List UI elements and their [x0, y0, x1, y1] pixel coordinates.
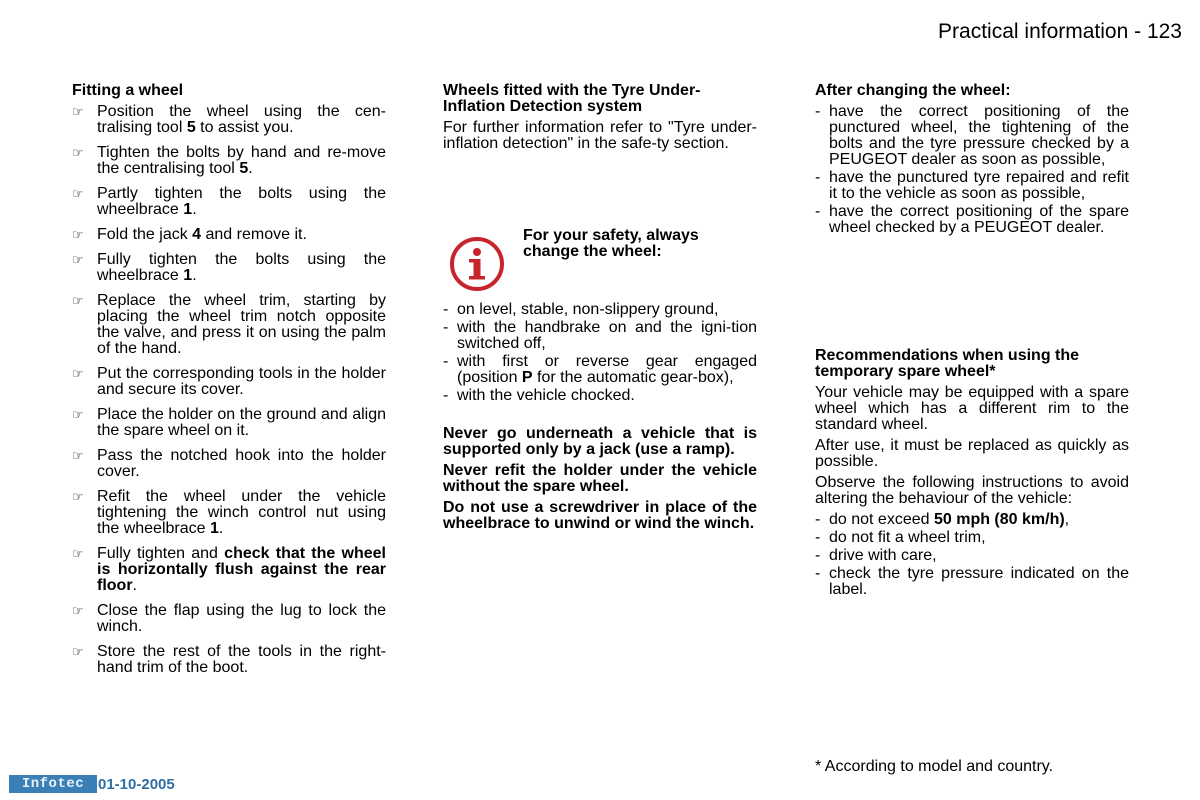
- list-item: - with the handbrake on and the igni-tion switched off,: [443, 319, 757, 352]
- list-item: - with the vehicle chocked.: [443, 387, 635, 404]
- safety-warnings: [443, 426, 757, 532]
- footnote: * According to model and country.: [815, 758, 1054, 775]
- pointing-hand-icon: ☞: [72, 227, 84, 242]
- warning-text: Never go underneath a vehicle that is supported only by a jack (use a ramp).: [443, 425, 757, 458]
- pointing-hand-icon: ☞: [72, 186, 84, 201]
- spare-wheel-text: Your vehicle may be equipped with a spare wheel which has a different rim to the standard wheel.: [815, 384, 1129, 433]
- warning-text: Do not use a screwdriver in place of the wheelbrace to unwind or wind the winch.: [443, 499, 757, 532]
- list-item: ☞ Replace the wheel trim, starting by placing the wheel trim notch opposite the valve, and press it on using the palm of the hand.: [72, 292, 386, 357]
- pointing-hand-icon: ☞: [72, 546, 84, 561]
- list-item: ☞ Fold the jack 4 and remove it.: [72, 226, 307, 243]
- fitting-wheel-heading: Fitting a wheel: [72, 82, 184, 99]
- pointing-hand-icon: ☞: [72, 145, 84, 160]
- list-item: - have the correct positioning of the spare wheel checked by a PEUGEOT dealer.: [815, 203, 1129, 236]
- safety-title: For your safety, always change the wheel:: [523, 227, 699, 260]
- pointing-hand-icon: ☞: [72, 293, 84, 308]
- list-item: ☞ Put the corresponding tools in the holder and secure its cover.: [72, 365, 386, 398]
- list-item: ☞ Store the rest of the tools in the right-hand trim of the boot.: [72, 643, 386, 676]
- list-item: ☞ Fully tighten and check that the wheel is horizontally flush against the rear floor.: [72, 545, 386, 594]
- warning-text: Never refit the holder under the vehicle without the spare wheel.: [443, 462, 757, 495]
- page-header: Practical information - 123: [938, 20, 1182, 43]
- pointing-hand-icon: ☞: [72, 104, 84, 119]
- list-item: - check the tyre pressure indicated on the label.: [815, 565, 1129, 598]
- tyre-detection-column: [443, 83, 757, 537]
- tyre-detection-intro: For further information refer to "Tyre under-inflation detection" in the safe-ty section.: [443, 119, 757, 152]
- spare-wheel-text: Observe the following instructions to avoid altering the behaviour of the vehicle:: [815, 474, 1129, 507]
- list-item: - have the correct positioning of the punctured wheel, the tightening of the bolts and the tyre pressure checked by a PEUGEOT dealer as soon as possible,: [815, 103, 1129, 168]
- list-item: ☞ Partly tighten the bolts using the wheelbrace 1.: [72, 185, 386, 218]
- list-item: ☞ Close the flap using the lug to lock the winch.: [72, 602, 386, 635]
- list-item: - with first or reverse gear engaged (position P for the automatic gear-box),: [443, 353, 757, 386]
- safety-notice: [443, 228, 757, 294]
- list-item: ☞ Pass the notched hook into the holder cover.: [72, 447, 386, 480]
- safety-conditions: [443, 302, 757, 404]
- info-icon: [449, 236, 505, 292]
- list-item: - do not fit a wheel trim,: [815, 529, 986, 546]
- list-item: ☞ Position the wheel using the cen-tralising tool 5 to assist you.: [72, 103, 386, 136]
- spare-wheel-text: After use, it must be replaced as quickly as possible.: [815, 437, 1129, 470]
- pointing-hand-icon: ☞: [72, 644, 84, 659]
- list-item: - do not exceed 50 mph (80 km/h),: [815, 511, 1070, 528]
- infotec-logo: Infotec: [9, 775, 97, 793]
- list-item: ☞ Fully tighten the bolts using the wheelbrace 1.: [72, 251, 386, 284]
- list-item: ☞ Refit the wheel under the vehicle tightening the winch control nut using the wheelbrace 1.: [72, 488, 386, 537]
- tyre-detection-heading: Wheels fitted with the Tyre Under-Inflation Detection system: [443, 82, 701, 115]
- pointing-hand-icon: ☞: [72, 603, 84, 618]
- pointing-hand-icon: ☞: [72, 489, 84, 504]
- after-change-heading: After changing the wheel:: [815, 82, 1011, 99]
- list-item: ☞ Place the holder on the ground and align the spare wheel on it.: [72, 406, 386, 439]
- pointing-hand-icon: ☞: [72, 252, 84, 267]
- list-item: ☞ Tighten the bolts by hand and re-move the centralising tool 5.: [72, 144, 386, 177]
- footer-date: 01-10-2005: [98, 776, 175, 793]
- list-item: - drive with care,: [815, 547, 937, 564]
- pointing-hand-icon: ☞: [72, 448, 84, 463]
- pointing-hand-icon: ☞: [72, 407, 84, 422]
- list-item: - have the punctured tyre repaired and refit it to the vehicle as soon as possible,: [815, 169, 1129, 202]
- fitting-wheel-column: [72, 83, 386, 685]
- pointing-hand-icon: ☞: [72, 366, 84, 381]
- after-change-column: [815, 83, 1129, 600]
- list-item: - on level, stable, non-slippery ground,: [443, 301, 719, 318]
- spare-wheel-heading: Recommendations when using the temporary spare wheel*: [815, 347, 1080, 380]
